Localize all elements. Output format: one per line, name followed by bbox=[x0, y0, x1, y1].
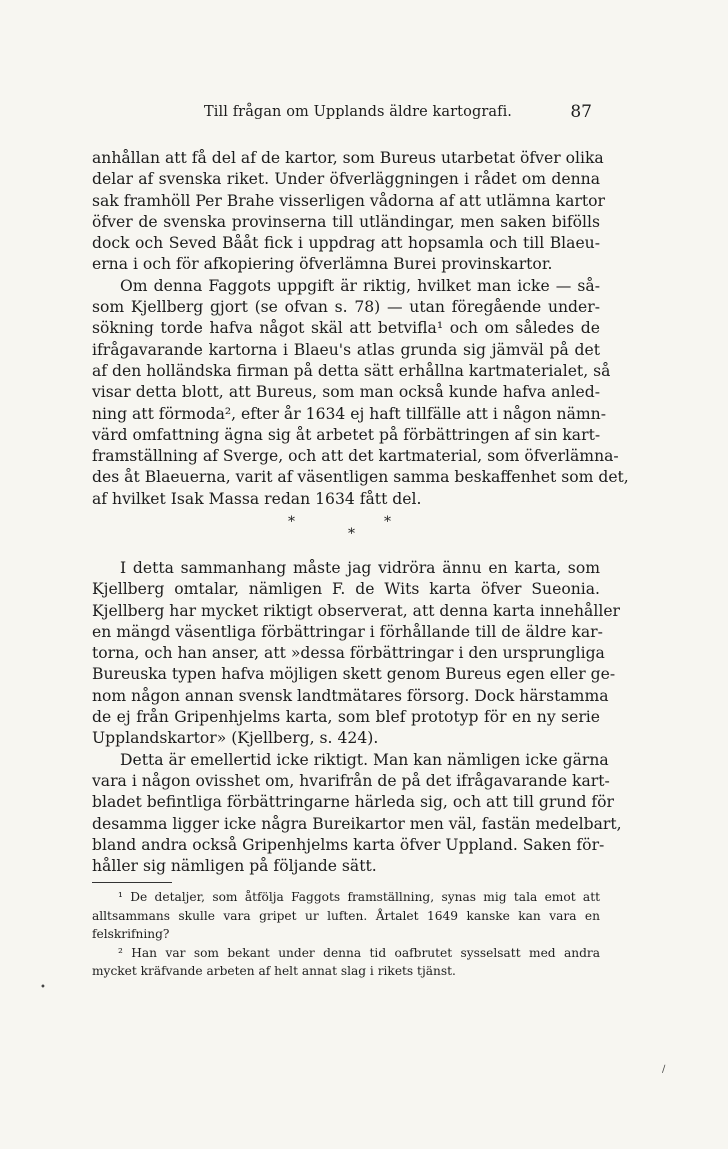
text-line: sökning torde hafva något skäl att betvifla¹ och om således de bbox=[92, 319, 600, 338]
footnote-rule bbox=[92, 882, 172, 883]
text-line: delar af svenska riket. Under öfverläggningen i rådet om denna bbox=[92, 170, 600, 189]
asterisk: * bbox=[288, 514, 295, 530]
paragraph-block-1 bbox=[92, 148, 629, 510]
text-line: en mängd väsentliga förbättringar i förhållande till de äldre kar- bbox=[92, 622, 603, 641]
text-line: visar detta blott, att Bureus, som man också kunde hafva anled- bbox=[92, 383, 600, 402]
text-line: torna, och han anser, att »dessa förbättringar i den ursprungliga bbox=[92, 644, 605, 663]
footnote-line: felskrifning? bbox=[92, 927, 170, 941]
text-line: Bureuska typen hafva möjligen skett genom Bureus egen eller ge- bbox=[92, 665, 616, 684]
text-line: Om denna Faggots uppgift är riktig, hvilket man icke — så- bbox=[120, 276, 600, 295]
page-number: 87 bbox=[570, 102, 592, 122]
text-line: håller sig nämligen på följande sätt. bbox=[92, 857, 377, 876]
text-line: af hvilket Isak Massa redan 1634 fått del. bbox=[92, 489, 422, 508]
text-line: bland andra också Gripenhjelms karta öfver Uppland. Saken för- bbox=[92, 835, 605, 854]
text-line: anhållan att få del af de kartor, som Bureus utarbetat öfver olika bbox=[92, 149, 604, 167]
paragraph-block-2 bbox=[92, 558, 622, 877]
text-line: Kjellberg har mycket riktigt observerat, att denna karta innehåller bbox=[92, 601, 621, 620]
text-line: Detta är emellertid icke riktigt. Man kan nämligen icke gärna bbox=[120, 750, 609, 769]
asterisk: * bbox=[348, 526, 355, 542]
text-line: sak framhöll Per Brahe visserligen vådorna af att utlämna kartor bbox=[92, 191, 605, 210]
section-break bbox=[92, 512, 600, 542]
asterisk: * bbox=[384, 514, 391, 530]
footnote-line: ¹ De detaljer, som åtfölja Faggots framställning, synas mig tala emot att bbox=[118, 890, 600, 904]
text-line: som Kjellberg gjort (se ofvan s. 78) — utan föregående under- bbox=[92, 298, 600, 317]
text-line: bladet befintliga förbättringarne härleda sig, och att till grund för bbox=[92, 793, 615, 812]
text-line: erna i och för afkopiering öfverlämna Burei provinskartor. bbox=[92, 255, 553, 274]
footnote-line: ² Han var som bekant under denna tid oafbrutet sysselsatt med andra bbox=[118, 945, 600, 960]
text-line: värd omfattning ägna sig åt arbetet på förbättringen af sin kart- bbox=[92, 425, 601, 444]
text-line: nom någon annan svensk landtmätares försorg. Dock härstamma bbox=[92, 686, 609, 705]
running-head: Till frågan om Upplands äldre kartografi. bbox=[204, 104, 513, 120]
text-line: de ej från Gripenhjelms karta, som blef prototyp för en ny serie bbox=[92, 708, 600, 727]
scan-speck: • bbox=[40, 982, 46, 993]
text-line: ning att förmoda², efter år 1634 ej haft tillfälle att i någon nämn- bbox=[92, 404, 606, 423]
text-line: des åt Blaeuerna, varit af väsentligen samma beskaffenhet som det, bbox=[92, 468, 629, 487]
footnote-line: alltsammans skulle vara gripet ur luften. Årtalet 1649 kanske kan vara en bbox=[92, 908, 600, 923]
text-line: desamma ligger icke några Bureikartor men väl, fastän medelbart, bbox=[92, 814, 622, 833]
text-line: I detta sammanhang måste jag vidröra ännu en karta, som bbox=[120, 559, 600, 577]
scan-speck: ∕ bbox=[662, 1064, 666, 1075]
text-line: framställning af Sverge, och att det kartmaterial, som öfverlämna- bbox=[92, 447, 619, 466]
page-header bbox=[92, 104, 600, 126]
text-line: vara i någon ovisshet om, hvarifrån de på det ifrågavarande kart- bbox=[92, 771, 610, 790]
text-line: dock och Seved Bååt fick i uppdrag att hopsamla och till Blaeu- bbox=[92, 234, 600, 253]
text-line: ifrågavarande kartorna i Blaeu's atlas grunda sig jämväl på det bbox=[92, 340, 600, 359]
footnotes bbox=[92, 888, 600, 981]
text-line: öfver de svenska provinserna till utländingar, men saken bifölls bbox=[92, 212, 600, 231]
footnote-line: mycket kräfvande arbeten af helt annat slag i rikets tjänst. bbox=[92, 964, 456, 978]
text-line: Kjellberg omtalar, nämligen F. de Wits karta öfver Sueonia. bbox=[92, 580, 600, 599]
text-line: Upplandskartor» (Kjellberg, s. 424). bbox=[92, 729, 379, 748]
text-line: af den holländska firman på detta sätt erhållna kartmaterialet, så bbox=[92, 361, 611, 380]
